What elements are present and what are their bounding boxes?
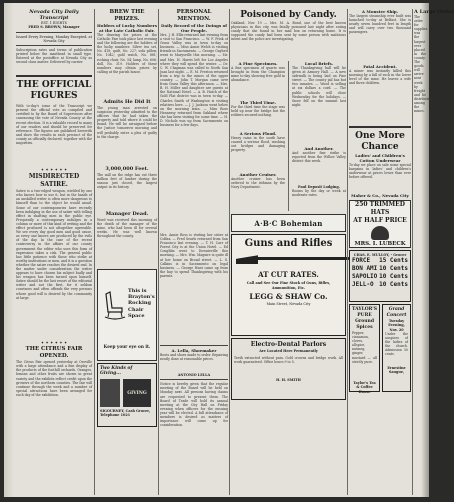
grocer-line: SIGOURNEY, Cash Grocer, Telephone 1021: [100, 409, 151, 418]
legg-shaw: LEGG & SHAW Co.: [249, 291, 328, 301]
headline-lella: A. Lella, Shoemaker: [171, 348, 217, 353]
brayton-ad: [97, 269, 157, 361]
concert-date: Tuesday Evening, Nov. 20: [388, 319, 405, 332]
rocking-chair-icon: [104, 290, 126, 320]
article-lella: Boots and shoes made to order. Repairing neatly done at reasonable prices.: [160, 353, 228, 362]
headline-local-briefs: Local Briefs.: [304, 61, 334, 66]
masthead-issued: Issued Every Evening, Monday Excepted, at Nevada City: [16, 34, 92, 43]
article-personal-2: Mrs. Annie Ross is visiting her sister at Colfax. — Fred Searls returned from San Francisco last evening. — T. H. Carr of Forest City is at the Union Hotel. — Ed Coughlin went to Downieville this morning. — Mrs. Wm. Maguire is quite ill at her home on Broad street. — L. S. Calkins is in Sacramento on legal business. — George Hunt came up from the bay to spend Thanksgiving with his parents.: [160, 233, 228, 278]
hat-icon: [371, 226, 389, 240]
price-row: FORCE 15 Cents: [352, 257, 408, 265]
concert-performer: Ernestine Saugue,: [387, 365, 406, 375]
headline-misdirected-satire: MISDIRECTED SATIRE.: [28, 173, 80, 189]
headline-and-another: And Another.: [304, 146, 334, 151]
giving-title: Two Kinds of Giving...: [100, 366, 133, 376]
maher-line: Maher & Co., Nevada City: [351, 193, 409, 198]
hats-ad: [349, 200, 411, 248]
page-binding: [4, 3, 14, 497]
electro-dental-ad: Electro-Dental Parlors Are Located Here Permanently Teeth extracted without pain. Gold crowns and bridge work. All work guaranteed. Office hours 9 to 5. H. H. SMITH: [231, 338, 346, 400]
headline-another-cruiser: Another Cruiser.: [239, 172, 277, 177]
guns-cut-rates: AT CUT RATES.: [258, 270, 319, 280]
sub-personal: Daily Record of the Doings of Our People.: [161, 23, 227, 33]
bohemian-text: A·B·C Bohemian: [254, 218, 323, 228]
column-4: Poisoned by Candy. Oakland, Nov. 19 — Mrs. M. A. Bond, one of the best known physicians in this city, was fatally poisoned last night after eating candy that she found in her mail box on returning home. It is supposed the candy had been sent by some person with malicious intent and the police are investigating. A Fine Specimen. A fine specimen of quartz was brought in from the Champion mine to-day showing free gold in abundance. The Third Time. For the third time the stage was held up near the bridge but the robbers secured nothing. A Serious Flood. Heavy rains in the south have caused a serious flood, washing out bridges and damaging property. Another Cruiser. Another cruiser has been ordered to the isthmus by the Navy Department. Local Briefs. The Thanksgiving ball will be given at Armory Hall. — A new sidewalk is being laid on Pine street. — The county jail has but two inmates. — Wood is selling at six dollars a cord. — The public schools will close Wednesday for the holidays. — Snow fell on the summit last night. And Another. And another fine strike is reported from the Willow Valley district this week. Paul Deposit Lodging. Rooms by the day or week at moderate rates. A·B·C Bohemian Guns and Rifles AT CUT RATES. Call and See Our Fine Stock of Guns, Rifles, Ammunition, Etc. LEGG & SHAW Co. Main Street, Nevada City Electro-Dental Parlors Are Located Here Permanently Teeth extracted without pain. Gold crowns and bridge work. All work guaranteed. Office hours 9 to 5. H. H. SMITH: [231, 9, 346, 402]
taylor-title: TAYLOR'S PURE: [352, 307, 378, 318]
guns-title: Guns and Rifles: [244, 238, 333, 250]
masthead-publisher: FRED S. BROWN, Manager: [28, 25, 80, 30]
headline-monster-ship: A Monster Ship.: [361, 9, 399, 14]
electro-sub: Are Located Here Permanently: [259, 349, 318, 354]
taylor-ad: TAYLOR'S PURE Ground Spices Pepper, cinnamon, cloves, allspice, nutmeg, ginger, mustard — all strictly pure. Taylor's Tea & Coffee House: [349, 304, 380, 392]
article-feet: The mill on the ridge has cut three million feet of lumber during the season just closed, the largest output in its history.: [97, 173, 157, 190]
electro-doctor: H. H. SMITH: [276, 377, 301, 382]
brayton-line3: Rocking Chair: [128, 300, 152, 313]
headline-third-time: The Third Time.: [239, 100, 277, 105]
article-col3-bottom: Notice is hereby given that the regular meeting of the Board will be held on Monday next. All persons having claims are requested to present them. The Board of Trade will hold its annual meeting at the City Hall on Friday evening when officers for the ensuing year will be elected. A full attendance of members is desired as matters of importance will come up for consideration.: [160, 382, 228, 428]
masthead-est: EST. 1 EIGHTS: [40, 21, 67, 25]
newspaper-page: [4, 3, 454, 497]
guns-ad: [231, 234, 346, 336]
article-manager: Word was received this morning of the death of the manager of the mine, who had been ill for several weeks. He was well known throughout the county.: [97, 218, 157, 239]
lubeck-name: MRS. I. LUBECK: [354, 241, 406, 247]
column-1: Nevada City Daily Transcript EST. 1 EIGHTS FRED S. BROWN, Manager Issued Every Evening, Monday Excepted, at Nevada City Subscription rates and terms of publication printed below the masthead in small type. Entered at the postoffice at Nevada City as second class matter. Delivered by carrier. THE OFFICIAL FIGURES With to-day's issue of the Transcript we present the official vote as compiled and certified to by the Board of Supervisors after canvassing the vote of Nevada County at the recent election. It is a valuable record to many of our readers and should be preserved for reference. The figures are published herewith and show the results in each precinct of the county as officially declared, together with the majorities. ✦ ✦ ✦ ✦ ✦ ✦ MISDIRECTED SATIRE. Satire is a two-edged weapon, wielded by one who knows how to use it, but in the hands of an unskilled writer is often more dangerous to himself than to the object he would assail. Some of our contemporaries have recently been indulging in the use of satire with telling effect in shafting men in the public eye. Frequently a contemporary indulges in a column or more of this kind of writing and the effect produced is not altogether agreeable. We see every day good men and good cause, as every one knows are produced by the evils of the day. In the case of the recent controversy in the affairs of our county government the editor who uses this form of expression takes a risk. The general public has little patience with those who strike at worthy institutions or men, and it is a question whether the satire reaches the desired end. In the matter under consideration the writer appears to have chosen his subject badly and his weapon has been turned upon himself. Satire should be the last resort of the editorial writer and not the first, for it seldom convinces and often offends the very persons whose good will is desired by the community at large. ✦ ✦ ✦ ✦ ✦ ✦ THE CITRUS FAIR OPENED. The Citrus Fair opened yesterday at Oroville with a large attendance and a fine display of the products of the foothill orchards. Oranges, lemons and other fruits are shown in great variety and the exhibits reflect credit upon the growers of the northern counties. The fair will continue through the week and a number of special attractions have been arranged for each day of the exhibition.: [16, 9, 92, 420]
headline-official-figures: THE OFFICIAL FIGURES: [16, 80, 92, 102]
concert-title: Grand Concert: [386, 307, 407, 318]
column-partial: A Large Order The order for supplies was the largest ever placed in the county. The goods will arrive next week by freight and be distributed among the mines.: [414, 9, 454, 114]
column-2: [97, 9, 157, 429]
article-prizes: The drawing for prizes at the Catholic Fair took place last evening and the following are the holders of the lucky numbers: Silver tea set, No. 418; quilt, No. 227; sofa pillow, No. 1042; gold watch, No. 881; rocking chair, No. 54; lamp, No. 606; doll, No. 319. Holders of these numbers may obtain prizes by calling at the parish house.: [97, 33, 157, 74]
headline-citrus-fair: THE CITRUS FAIR OPENED.: [25, 346, 83, 360]
brayton-line1: This is: [128, 288, 147, 294]
masthead-title: Nevada City Daily Transcript: [29, 9, 79, 21]
column-3: [160, 9, 228, 502]
electro-title: Electro-Dental Parlors: [250, 341, 327, 349]
banner-poisoned-candy: Poisoned by Candy.: [240, 10, 337, 20]
ladies-underwear: Ladies' and Children's Cotton Underwear: [355, 153, 405, 163]
article-citrus-fair: The Citrus Fair opened yesterday at Oroville with a large attendance and a fine display of the products of the foothill orchards. Oranges, lemons and other fruits are shown in great variety and the exhibits reflect credit upon the growers of the northern counties. The fair will continue through the week and a number of special attractions have been arranged for each day of the exhibition.: [16, 360, 92, 397]
brayton-line4: Space: [128, 312, 145, 319]
giving-ad: [97, 363, 157, 427]
concert-ad: Grand Concert Tuesday Evening, Nov. 20 Under the auspices of the ladies of the church. Admission 50 cents. Ernestine Saugue,: [382, 304, 411, 392]
headline-lodging: Paul Deposit Lodging.: [298, 185, 340, 189]
brayton-line2: Brayton's: [128, 294, 155, 301]
column-5: [349, 9, 411, 392]
headline-fine-specimen: A Fine Specimen.: [238, 61, 278, 66]
hats-trimmed: 250 TRIMMED HATS: [355, 201, 405, 216]
headline-large-order: A Large Order: [414, 9, 454, 15]
sub-prizes: Holders of Lucky Numbers at the Late Catholic Fair.: [97, 23, 157, 33]
headline-3000000-feet: 3,000,000 Feet.: [105, 166, 149, 172]
price-row: SAPOLIO 10 Cents: [352, 273, 408, 281]
headline-manager-dead: Manager Dead.: [105, 211, 149, 217]
hats-half-price: AT HALF PRICE: [353, 217, 407, 224]
legg-address: Main Street, Nevada City: [266, 301, 311, 306]
headline-one-more-chance: One More Chance: [355, 131, 405, 152]
price-row: JELL-O 10 Cents: [352, 281, 408, 289]
mulloy-ad: [349, 250, 411, 302]
masthead-terms: Subscription rates and terms of publication printed below the masthead in small type. Entered at the postoffice at Nevada City as second class matter. Delivered by carrier.: [16, 48, 92, 65]
brayton-footer: Keep your eye on it.: [103, 344, 151, 349]
headline-serious-flood: A Serious Flood.: [239, 131, 277, 136]
article-monster-ship: The largest steamship ever built was launched to-day at Belfast. She is nearly seven hundred feet in length and will carry over two thousand passengers.: [349, 14, 411, 35]
taylor-spices: Ground Spices: [355, 319, 374, 330]
article-admits: The young man arrested on suspicion yesterday admitted to the officers that he had taken the property and told where it could be found. He will be arraigned before the Justice tomorrow morning and will probably enter a plea of guilty to the charge.: [97, 106, 157, 139]
guns-call-line: Call and See Our Fine Stock of Guns, Rifles, Ammunition, Etc.: [246, 281, 331, 290]
price-row: BON AMI 10 Cents: [352, 265, 408, 273]
article-official-figures: With to-day's issue of the Transcript we present the official vote as compiled and certified to by the Board of Supervisors after canvassing the vote of Nevada County at the recent election. It is a valuable record to many of our readers and should be preserved for reference. The figures are published herewith and show the results in each precinct of the county as officially declared, together with the majorities.: [16, 104, 92, 146]
mulloy-title: CHAS. E. MULLOY, - Grocer: [353, 253, 407, 257]
article-fatal-accident: A miner was instantly killed this morning by a fall of rock in the lower level of the mine. He leaves a wife and three children.: [349, 69, 411, 86]
article-poisoned: Oakland, Nov. 19 — Mrs. M. A. Bond, one of the best known physicians in this city, was fatally poisoned last night after eating candy that she found in her mail box on returning home. It is supposed the candy had been sent by some person with malicious intent and the police are investigating.: [231, 21, 346, 42]
bohemian-ad: [231, 214, 346, 232]
rifle-icon: [234, 253, 343, 267]
lella-signature: ANTONIO LELLA: [177, 373, 211, 377]
article-underwear: To-day we place on sale some special bargains in ladies' and children's underwear at prices lower than ever before offered.: [349, 163, 411, 180]
headline-admits: Admits He Did It: [103, 99, 151, 105]
giving-illustration-left: [100, 379, 120, 407]
headline-prizes: BREW THE PRIZES.: [109, 9, 145, 22]
taylor-footer: Taylor's Tea & Coffee House: [353, 381, 376, 394]
headline-personal: PERSONAL MENTION.: [176, 9, 212, 22]
giving-word: GIVING: [123, 379, 151, 407]
article-personal: Mrs. J. H. Ellis returned last evening from a visit to San Francisco. — W. F. Prisk of Grass Valley was in town to-day on business. — Miss Annie Welch is visiting friends in Sacramento. — George Gaylord went to Marysville this morning. — Mr. and Mrs. H. Harris left for Los Angeles where they will spend the winter. — Dr. C. W. Chapman was called to North San Juan last night. — E. M. Preston returned from a trip to the mines of the upper country. — John T. Morgan came over from Grass Valley this afternoon. — Mrs. B. H. Miller and daughter are guests at the National Hotel. — A. B. Hatch of the Gold Flat district was in town to-day. — Charles Smith of Washington is visiting relatives here. — J. J. Jackson went below on the morning train. — Miss Rose Hennessy returned from Oakland where she has been visiting for some time. — H. D. Nichols was up from Sacramento on business for a few days.: [160, 33, 228, 128]
article-misdirected-satire: Satire is a two-edged weapon, wielded by one who knows how to use it, but in the hands of an unskilled writer is often more dangerous to himself than to the object he would assail. Some of our contemporaries have recently been indulging in the use of satire with telling effect in shafting men in the public eye. Frequently a contemporary indulges in a column or more of this kind of writing and the effect produced is not altogether agreeable. We see every day good men and good cause, as every one knows are produced by the evils of the day. In the case of the recent controversy in the affairs of our county government the editor who uses this form of expression takes a risk. The general public has little patience with those who strike at worthy institutions or men, and it is a question whether the satire reaches the desired end. In the matter under consideration the writer appears to have chosen his subject badly and his weapon has been turned upon himself. Satire should be the last resort of the editorial writer and not the first, for it seldom convinces and often offends the very persons whose good will is desired by the community at large.: [16, 189, 92, 300]
headline-fatal-accident: Fatal Accident.: [363, 64, 397, 69]
